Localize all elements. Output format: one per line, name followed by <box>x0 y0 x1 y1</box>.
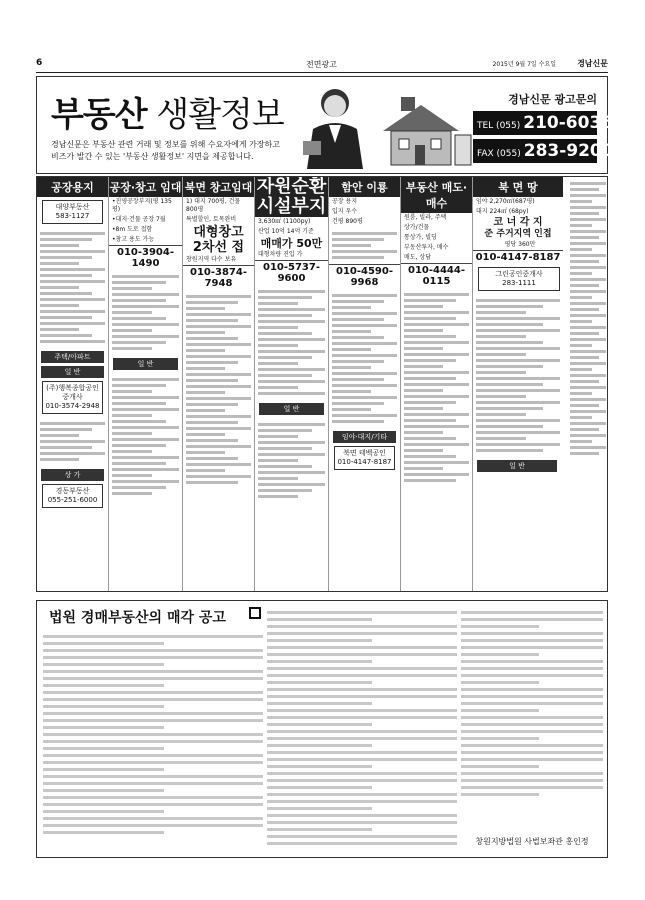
ad-column <box>329 177 401 591</box>
real-estate-banner <box>36 76 614 174</box>
listing-lines <box>255 418 328 503</box>
category-tag: 일 반 <box>477 460 557 472</box>
column-heading: 북면 창고임대 <box>183 177 254 197</box>
banner-description <box>51 139 311 163</box>
agency-name: (주)행복종합공인중개사 <box>46 384 99 401</box>
agency-phone: 010-3574-2948 <box>45 402 100 410</box>
listing-lines <box>37 417 108 466</box>
ad-headline: 준 주거지역 인접 <box>484 229 552 239</box>
ad-column <box>109 177 183 591</box>
column-heading: 부동산 매도·매수 <box>401 177 472 213</box>
notice-terms <box>461 607 603 853</box>
phone-number: 010-4444-0115 <box>401 263 472 288</box>
column-heading: 함안 이룡 <box>329 177 400 197</box>
phone-number: 010-3904-1490 <box>109 245 182 270</box>
phone-number: 010-5737-9600 <box>255 260 328 285</box>
category-tag: 일 반 <box>259 403 324 415</box>
ad-column <box>401 177 473 591</box>
ad-headline: 코 너 각 지 <box>493 217 543 228</box>
issue-date: 2015년 9월 7일 수요일 <box>492 61 556 68</box>
ad-line: 통상가, 빌딩 <box>404 234 437 241</box>
agency-phone: 583-1127 <box>55 212 90 220</box>
listing-lines <box>329 227 400 264</box>
court-signature: 창원지방법원 사법보좌관 홍인정 <box>475 837 589 846</box>
agency-box <box>478 267 560 291</box>
category-tag: 임야·대지/기타 <box>333 431 396 443</box>
agency-phone: 283-1111 <box>502 279 536 287</box>
ad-column <box>37 177 109 591</box>
banner-description-line: 비즈가 발간 수 있는 '부동산 생활정보' 지면을 제공합니다. <box>51 152 254 161</box>
tel-line <box>473 111 614 135</box>
agency-name: 경동부동산 <box>55 487 90 495</box>
column-heading: 공장·창고 임대 <box>109 177 182 197</box>
fax-label: FAX (055) <box>477 149 521 159</box>
ad-column <box>255 177 329 591</box>
ad-line: 대형차량 진입 가 <box>258 251 303 258</box>
banner-title-light: 생활정보 <box>146 95 284 135</box>
phone-number: 010-4147-8187 <box>473 250 563 264</box>
classified-grid <box>36 176 608 592</box>
category-tag: 일 반 <box>41 366 104 378</box>
agency-box <box>42 200 103 224</box>
agency-phone: 055-251-6000 <box>47 496 98 504</box>
category-tag: 주택/아파트 <box>41 351 104 363</box>
notice-title: 법원 경매부동산의 매각 공고 <box>49 610 226 626</box>
ad-line: 특별할인, 토목완비 <box>186 216 237 223</box>
listing-lines <box>109 373 182 500</box>
page-number: 6 <box>36 58 43 68</box>
auction-table-continued <box>267 607 457 853</box>
ad-line: •대지·건물 공장 7월 <box>112 216 166 223</box>
agency-box <box>334 446 395 470</box>
ad-line: 상가/건물 <box>404 224 430 231</box>
house-illustration <box>375 95 475 169</box>
tel-number: 210-6036 <box>523 113 614 133</box>
ad-headline: 매매가 50만 <box>260 237 323 250</box>
listing-lines <box>37 227 108 348</box>
ad-line: •진영공장부지(평 135평) <box>112 198 172 213</box>
contact-label: 경남신문 광고문의 <box>508 93 597 106</box>
phone-number: 010-3874-7948 <box>183 265 254 290</box>
listing-lines <box>473 294 563 457</box>
banner-title <box>51 87 284 136</box>
ad-line: 원룸, 빌라, 주택 <box>404 214 447 221</box>
listing-lines <box>329 289 400 428</box>
ad-line: 3,630㎡ (1100py) <box>258 218 311 225</box>
ad-line: 창원지역 다수 보유 <box>186 256 237 263</box>
auction-table <box>43 631 263 851</box>
column-heading: 북 면 땅 <box>473 177 563 197</box>
businessman-photo <box>299 83 369 169</box>
agency-box <box>42 381 103 414</box>
category-tag: 상 가 <box>41 469 104 481</box>
agency-name: 북면 태백공인 <box>343 449 386 457</box>
ad-line: 1) 대지 700평, 건물 800평 <box>186 198 241 213</box>
ad-line: 산업 10억 14억 기준 <box>258 228 314 235</box>
ad-headline: 2차선 접 <box>192 240 245 255</box>
ad-line: 건평 890평 <box>332 218 363 225</box>
ad-contact <box>473 91 614 163</box>
ad-headline: 대형창고 <box>193 225 244 240</box>
agency-box <box>42 484 103 508</box>
category-tag: 일 반 <box>113 358 178 370</box>
banner-description-line: 경남신문은 부동산 관련 거래 및 정보를 위해 수요자에게 가장하고 <box>51 140 280 149</box>
ad-line: 입지 우수 <box>332 208 358 215</box>
ad-line: 평당 360만 <box>504 241 536 248</box>
agency-name: 대양부동산 <box>55 203 90 211</box>
listing-lines <box>401 288 472 487</box>
ad-line: •8m 도로 접함 <box>112 226 153 233</box>
court-auction-notice <box>36 600 608 858</box>
fax-number: 283-9200 <box>523 141 614 161</box>
listing-lines <box>255 285 328 400</box>
tel-label: TEL (055) <box>477 121 521 131</box>
ad-line: 매도, 상담 <box>404 254 431 261</box>
ad-column <box>183 177 255 591</box>
ad-headline: 자원순환 <box>256 177 327 197</box>
page-header <box>36 56 608 73</box>
column-heading: 공장용지 <box>37 177 108 197</box>
ad-column <box>473 177 607 591</box>
ad-headline: 시설부지 <box>256 196 327 217</box>
phone-number: 010-4590-9968 <box>329 264 400 289</box>
ad-line: 임야 2,270㎡(687평) <box>476 198 535 205</box>
ad-line: 대지 224㎡ (68py) <box>476 208 529 215</box>
fax-line <box>473 139 614 163</box>
section-label: 전면광고 <box>306 60 337 69</box>
agency-name: 그린공인중개사 <box>495 270 543 278</box>
banner-title-bold: 부동산 <box>51 95 147 135</box>
newspaper-name: 경남신문 <box>577 59 608 68</box>
listing-lines <box>183 290 254 489</box>
listing-lines <box>567 177 607 460</box>
ad-line: 부동산투자, 매수 <box>404 244 449 251</box>
agency-phone: 010-4147-8187 <box>337 458 392 466</box>
ad-line: 공장 용지 <box>332 198 358 205</box>
ad-line: •창고 용도 가능 <box>112 236 155 243</box>
qr-code-icon <box>249 607 261 619</box>
listing-lines <box>109 270 182 355</box>
